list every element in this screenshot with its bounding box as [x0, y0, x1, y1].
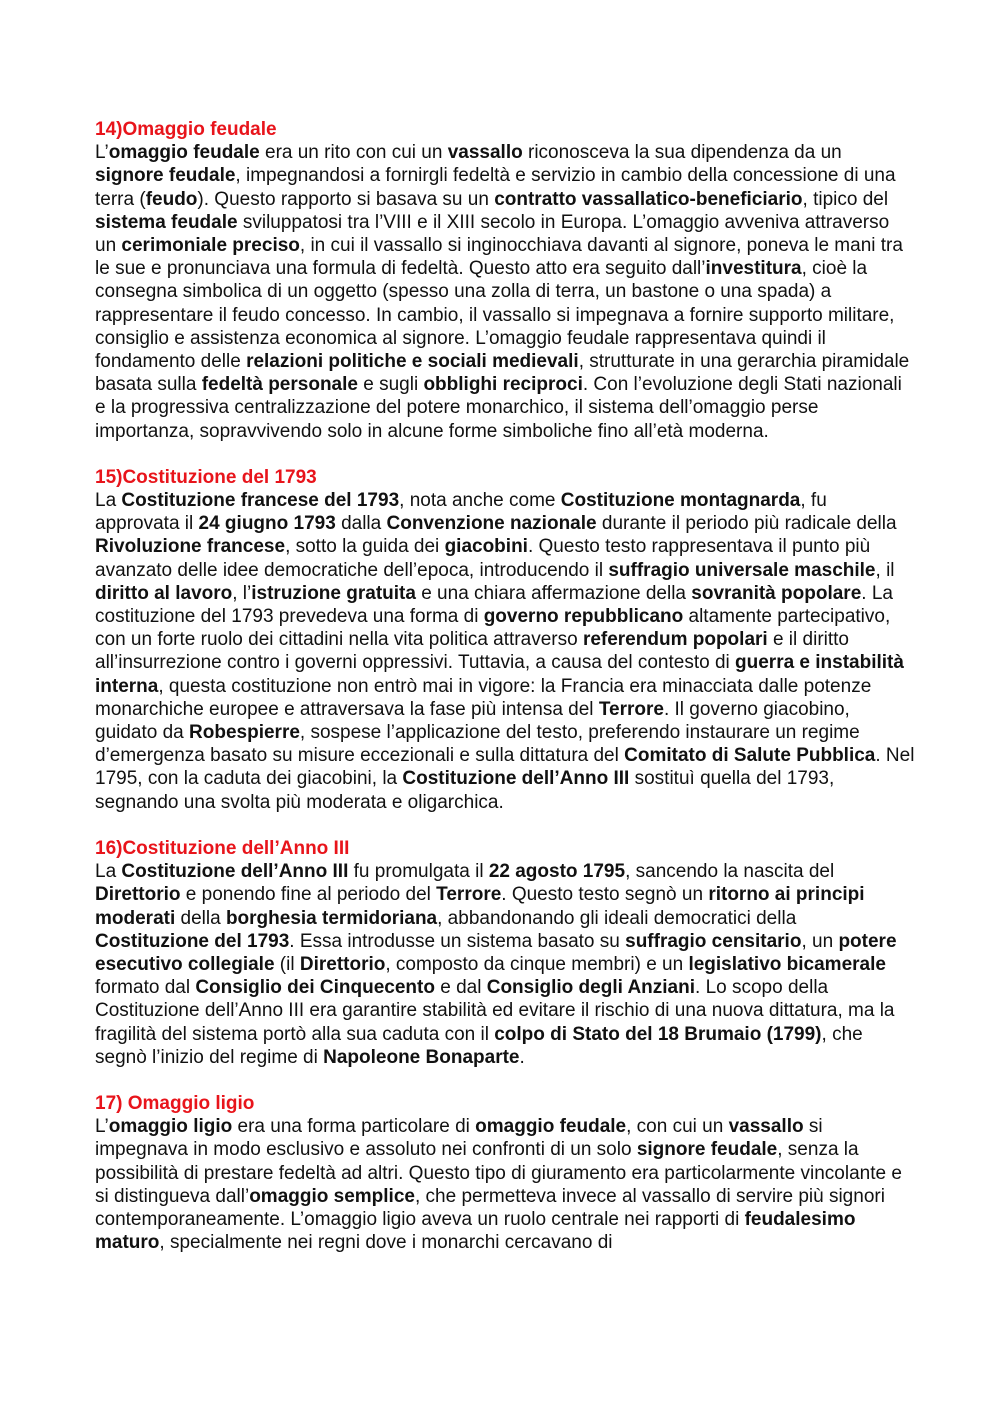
bold-term: ritorno ai principi moderati — [95, 884, 865, 929]
bold-term: Comitato di Salute Pubblica — [624, 745, 876, 767]
section-costituzione-1793 — [95, 466, 915, 814]
bold-term: feudo — [145, 188, 198, 210]
bold-term: Costituzione del 1793 — [95, 930, 290, 952]
bold-term: sovranità popolare — [691, 582, 862, 604]
bold-term: governo repubblicano — [483, 606, 684, 628]
text-run: , con cui un — [626, 1116, 729, 1138]
text-run: L’ — [95, 142, 109, 164]
section-heading: 14)Omaggio feudale — [95, 119, 277, 140]
bold-term: cerimoniale preciso — [121, 235, 300, 257]
text-run: , strutturate in una gerarchia piramidale basata sulla — [95, 351, 910, 396]
text-run: dalla — [335, 513, 387, 535]
text-run: , tipico del — [802, 188, 889, 210]
text-run: durante il periodo più radicale della — [596, 513, 897, 535]
section-heading: 15)Costituzione del 1793 — [95, 466, 317, 488]
section-body — [95, 489, 915, 814]
text-run: La — [95, 490, 122, 512]
section-omaggio-ligio — [95, 1092, 915, 1254]
bold-term: fedeltà personale — [201, 374, 358, 396]
text-run: , impegnandosi a fornirgli fedeltà e servizio in cambio della concessione di una terra ( — [95, 165, 896, 210]
bold-term: Terrore — [436, 884, 502, 906]
text-run: e una chiara affermazione della — [415, 582, 692, 604]
bold-term: Terrore — [598, 698, 664, 720]
bold-term: Costituzione francese del 1793 — [121, 490, 400, 512]
bold-term: sistema feudale — [95, 211, 238, 233]
text-run: , sospese l’applicazione del testo, preferendo instaurare un regime d’emergenza basato su misure eccezionali e sulla dittatura del — [95, 722, 860, 767]
text-run: , cioè la consegna simbolica di un oggetto (spesso una zolla di terra, un bastone o una spada) a rappresentare il feudo concesso. In cambio, il vassallo si impegnava a fornire supporto militare, consiglio e assistenza economica al signore. L’omaggio feudale rappresentava quindi il fondamento delle — [95, 258, 895, 373]
text-run: , senza la possibilità di prestare fedeltà ad altri. Questo tipo di giuramento era particolarmente vincolante e si distingueva dall’ — [95, 1139, 902, 1207]
text-run: La — [95, 861, 122, 883]
text-run: ). Questo rapporto si basava su un — [197, 188, 495, 210]
bold-term: Consiglio dei Cinquecento — [195, 977, 435, 999]
bold-term: istruzione gratuita — [251, 582, 416, 604]
bold-term: obblighi reciproci — [423, 374, 583, 396]
text-run: , composto da cinque membri) e un — [385, 953, 689, 975]
text-run: , specialmente nei regni dove i monarchi cercavano di — [159, 1232, 613, 1254]
text-run: L’ — [95, 1116, 109, 1138]
bold-term: signore feudale — [95, 165, 236, 187]
text-run: formato dal — [95, 977, 196, 999]
text-run: , l’ — [232, 582, 252, 604]
text-run: , abbandonando gli ideali democratici della — [437, 907, 797, 929]
bold-term: legislativo bicamerale — [688, 953, 886, 975]
bold-term: vassallo — [728, 1116, 804, 1138]
bold-term: colpo di Stato del 18 Brumaio (1799) — [494, 1023, 822, 1045]
text-run: . Con l’evoluzione degli Stati nazionali e la progressiva centralizzazione del potere monarchico, il sistema dell’omaggio perse importanza, sopravvivendo solo in alcune forme simboliche fino all’età moderna. — [95, 374, 902, 442]
bold-term: suffragio censitario — [625, 930, 802, 952]
bold-term: Consiglio degli Anziani — [486, 977, 696, 999]
bold-term: relazioni politiche e sociali medievali — [246, 351, 579, 373]
text-run: , questa costituzione non entrò mai in vigore: la Francia era minacciata dalle potenze monarchiche europee e attraversava la fase più intensa del — [95, 675, 872, 720]
text-run: e ponendo fine al periodo del — [180, 884, 437, 906]
text-run: . La costituzione del 1793 prevedeva una forma di — [95, 582, 893, 628]
bold-term: Direttorio — [299, 953, 386, 975]
bold-term: diritto al lavoro — [95, 582, 233, 604]
text-run: . Questo testo rappresentava il punto più avanzato delle idee democratiche dell’epoca, introducendo il — [95, 536, 871, 581]
text-run: era una forma particolare di — [232, 1116, 476, 1138]
bold-term: Direttorio — [95, 884, 181, 906]
bold-term: omaggio feudale — [108, 142, 260, 164]
bold-term: borghesia termidoriana — [225, 907, 438, 929]
bold-term: investitura — [705, 258, 802, 280]
text-run: , che permetteva invece al vassallo di servire più signori contemporaneamente. L’omaggio ligio aveva un ruolo centrale nei rapporti di — [95, 1185, 885, 1230]
text-run: e dal — [434, 977, 487, 999]
text-run: altamente partecipativo, con un forte ruolo dei cittadini nella vita politica attraverso — [95, 606, 891, 651]
document-page — [95, 118, 915, 1277]
text-run: si impegnava in modo esclusivo e assoluto nei confronti di un solo — [95, 1116, 823, 1161]
text-run: , sotto la guida dei — [285, 536, 445, 558]
text-run: e il diritto all’insurrezione contro i governi oppressivi. Tuttavia, a causa del contesto di — [95, 629, 849, 674]
text-run: , in cui il vassallo si inginocchiava davanti al signore, poneva le mani tra le sue e pronunciava una formula di fedeltà. Questo atto era seguito dall’ — [95, 235, 903, 280]
text-run: , che segnò l’inizio del regime di — [95, 1023, 863, 1068]
bold-term: omaggio semplice — [249, 1185, 415, 1207]
bold-term: potere esecutivo collegiale — [95, 930, 897, 975]
bold-term: giacobini — [444, 536, 528, 558]
section-body — [95, 1115, 915, 1254]
bold-term: omaggio ligio — [108, 1116, 233, 1138]
text-run: sostituì quella del 1793, segnando una svolta più moderata e oligarchica. — [95, 768, 835, 813]
text-run: della — [175, 907, 226, 929]
section-body — [95, 860, 915, 1069]
bold-term: guerra e instabilità interna — [95, 652, 904, 697]
section-costituzione-anno-iii — [95, 837, 915, 1069]
bold-term: signore feudale — [636, 1139, 778, 1161]
text-run: . Nel 1795, con la caduta dei giacobini, la — [95, 745, 915, 790]
bold-term: suffragio universale maschile — [608, 559, 876, 581]
text-run: . Lo scopo della Costituzione dell’Anno III era garantire stabilità ed evitare il rischio di una nuova dittatura, ma la fragilità del sistema portò alla sua caduta con il — [95, 977, 895, 1045]
text-run: . — [519, 1046, 525, 1068]
text-run: e sugli — [357, 374, 424, 396]
text-run: , sancendo la nascita del — [625, 861, 835, 883]
bold-term: Convenzione nazionale — [386, 513, 597, 535]
text-run: , un — [801, 930, 839, 952]
text-run: era un rito con cui un — [259, 142, 448, 164]
section-heading: 17) Omaggio ligio — [95, 1092, 255, 1114]
bold-term: Costituzione dell’Anno III — [121, 861, 349, 883]
text-run: (il — [274, 953, 300, 975]
bold-term: 24 giugno 1793 — [198, 513, 336, 535]
bold-term: referendum popolari — [582, 629, 768, 651]
section-body — [95, 141, 915, 443]
bold-term: Costituzione montagnarda — [560, 490, 801, 512]
bold-term: Napoleone Bonaparte — [323, 1046, 520, 1068]
text-run: , fu approvata il — [95, 490, 827, 535]
text-run: riconosceva la sua dipendenza da un — [522, 142, 842, 164]
bold-term: feudalesimo maturo — [95, 1208, 856, 1254]
bold-term: omaggio feudale — [475, 1116, 627, 1138]
bold-term: Rivoluzione francese — [95, 536, 286, 558]
text-run: sviluppatosi tra l’VIII e il XIII secolo in Europa. L’omaggio avveniva attraverso un — [95, 211, 890, 257]
text-run: . Il governo giacobino, guidato da — [95, 698, 850, 744]
bold-term: 22 agosto 1795 — [488, 861, 626, 883]
text-run: . Essa introdusse un sistema basato su — [289, 930, 626, 952]
section-heading: 16)Costituzione dell’Anno III — [95, 837, 350, 859]
text-run: , nota anche come — [399, 490, 561, 512]
bold-term: contratto vassallatico-beneficiario — [494, 188, 803, 210]
text-run: . Questo testo segnò un — [501, 884, 709, 906]
text-run: fu promulgata il — [348, 861, 489, 883]
bold-term: Costituzione dell’Anno III — [402, 768, 630, 790]
bold-term: vassallo — [447, 142, 523, 164]
text-run: , il — [875, 559, 895, 581]
bold-term: Robespierre — [189, 722, 300, 744]
section-omaggio-feudale — [95, 118, 915, 443]
